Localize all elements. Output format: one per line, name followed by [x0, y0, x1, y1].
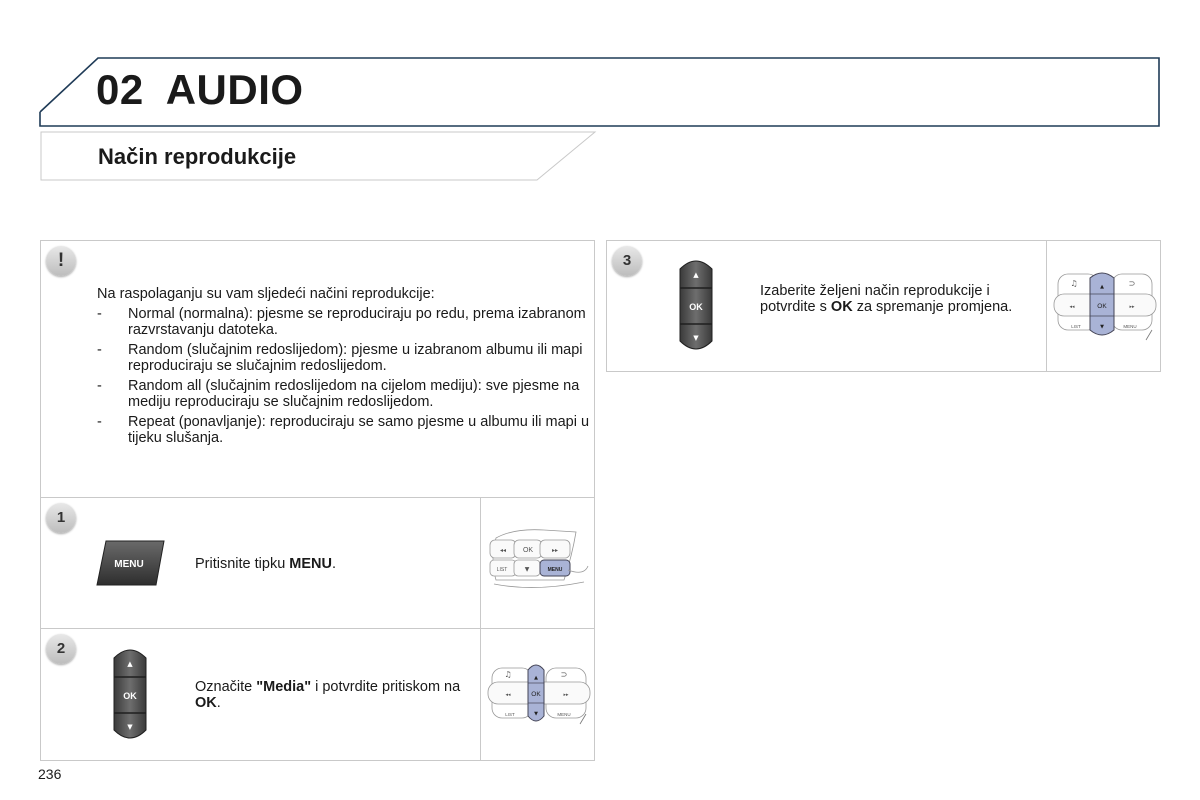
down-label: ▼	[534, 711, 538, 717]
step-text-bold: "Media"	[256, 679, 312, 695]
back-icon: ⊃	[560, 670, 568, 679]
menu-key-label: MENU	[114, 559, 144, 570]
page-number: 236	[38, 766, 62, 782]
ok-rocker-key	[106, 644, 154, 744]
step-number-badge: 1	[46, 503, 76, 533]
chapter-number: 02	[96, 66, 144, 113]
prev-label: ◂◂	[499, 547, 507, 554]
step-text-bold: OK	[195, 695, 217, 711]
step-text-part: Izaberite željeni način reprodukcije i potvrdite s	[760, 283, 990, 315]
up-label: ▲	[1100, 284, 1104, 290]
steering-controls-menu-diagram	[484, 520, 594, 600]
up-arrow-icon: ▲	[127, 660, 133, 668]
menu-label: MENU	[557, 712, 571, 717]
step-text-part: Pritisnite tipku	[195, 556, 290, 572]
ok-label: OK	[531, 691, 541, 698]
up-arrow-icon: ▲	[693, 271, 699, 279]
step-number-badge: 3	[612, 246, 642, 276]
prev-label: ◂◂	[505, 692, 511, 698]
music-icon: ♫	[504, 670, 512, 679]
down-arrow-icon: ▼	[693, 334, 699, 342]
down-arrow-icon: ▼	[127, 723, 133, 731]
divider	[40, 628, 595, 629]
prev-label: ◂◂	[1069, 304, 1075, 310]
next-label: ▸▸	[551, 547, 559, 554]
list-label: LIST	[505, 712, 515, 717]
ok-key-label: OK	[123, 691, 137, 701]
next-label: ▸▸	[563, 692, 569, 698]
up-label: ▲	[534, 675, 538, 681]
down-label: ▼	[524, 566, 530, 573]
steering-controls-ok-diagram	[484, 656, 594, 736]
notice-text	[97, 286, 592, 450]
next-label: ▸▸	[1129, 304, 1135, 310]
exclamation-icon: !	[46, 246, 76, 276]
section-title-frame	[0, 128, 600, 184]
ok-key-label: OK	[689, 302, 703, 312]
notice-intro: Na raspolaganju su vam sljedeći načini reprodukcije:	[97, 286, 435, 302]
divider	[1046, 240, 1047, 372]
step-number-badge: 2	[46, 634, 76, 664]
divider	[40, 497, 595, 498]
step-text-part: .	[216, 695, 221, 711]
menu-label: MENU	[1123, 324, 1137, 329]
list-item: - Random all (slučajnim redoslijedom na cijelom mediju): sve pjesme na mediju reproduciraju se slučajnim redoslijedom.	[97, 378, 592, 410]
step-text-part: i potvrdite pritiskom na	[311, 679, 461, 695]
step-text-bold: OK	[830, 299, 853, 315]
ok-rocker-key	[672, 255, 720, 355]
music-icon: ♫	[1070, 279, 1078, 288]
list-item: - Normal (normalna): pjesme se reproduciraju po redu, prema izabranom razvrstavanju datoteka.	[97, 306, 592, 338]
step-text-part: za spremanje promjena.	[852, 299, 1013, 315]
section-title: Način reprodukcije	[98, 144, 297, 169]
list-item: - Repeat (ponavljanje): reproduciraju se samo pjesme u albumu ili mapi u tijeku slušanja.	[97, 414, 592, 446]
chapter-title	[96, 66, 304, 114]
chapter-name: AUDIO	[165, 66, 304, 113]
down-label: ▼	[1100, 324, 1104, 330]
steering-controls-ok-diagram	[1050, 266, 1160, 346]
ok-label: OK	[1097, 303, 1107, 310]
back-icon: ⊃	[1128, 279, 1136, 288]
step-3-text	[760, 283, 1030, 315]
ok-label: OK	[522, 547, 534, 554]
list-item: - Random (slučajnim redoslijedom): pjesme u izabranom albumu ili mapi reproduciraju se slučajnim redoslijedom.	[97, 342, 592, 374]
step-text-part: .	[332, 556, 337, 572]
step-1-text	[195, 556, 336, 572]
step-text-bold: MENU	[289, 556, 332, 572]
list-label: LIST	[1071, 324, 1081, 329]
divider	[480, 497, 481, 761]
step-text-part: Označite	[195, 679, 257, 695]
step-2-text	[195, 679, 475, 711]
menu-label: MENU	[547, 567, 563, 573]
list-label: LIST	[496, 567, 508, 573]
menu-key	[94, 538, 166, 588]
mode-list	[97, 306, 592, 446]
